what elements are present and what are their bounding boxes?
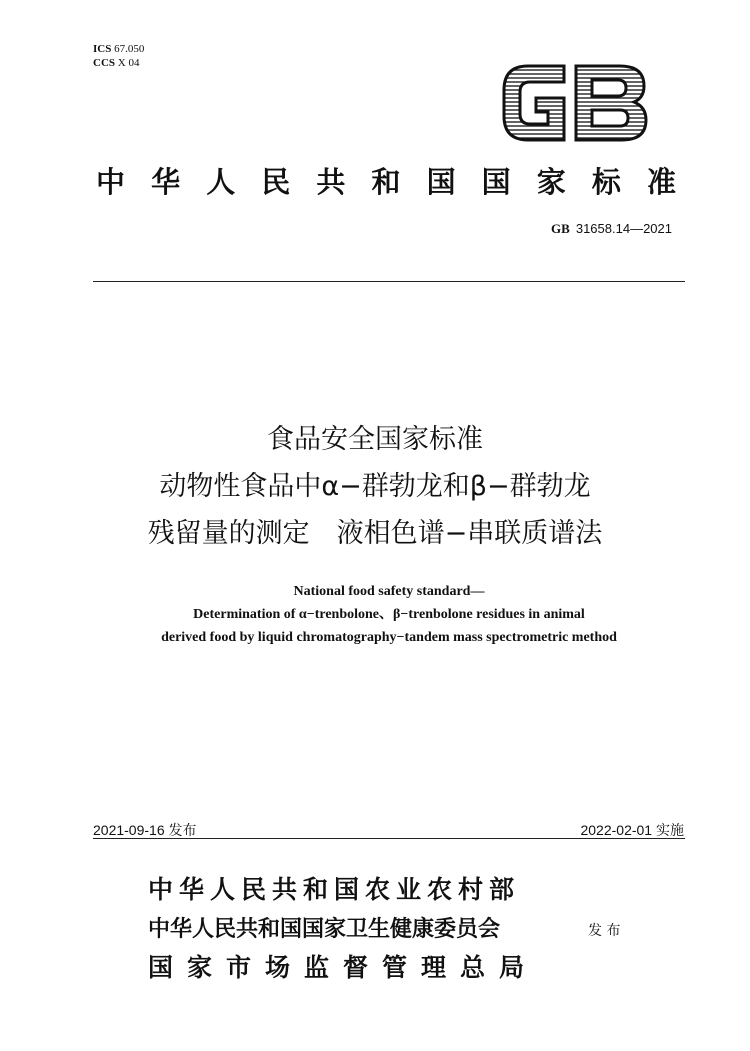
gb-logo-icon [498, 60, 650, 146]
title-en-line-1: National food safety standard— [293, 584, 485, 599]
issuer-market-regulation: 国家市场监督管理总局 [148, 953, 539, 982]
issue-suffix: 发 布 [588, 923, 621, 939]
title-cn-line-1: 食品安全国家标准 [267, 424, 483, 455]
title-cn-line-3: 残留量的测定 液相色谱−串联质谱法 [147, 518, 603, 549]
title-cn-line-2: 动物性食品中α−群勃龙和β−群勃龙 [159, 471, 591, 502]
issuer-ministry-agriculture: 中华人民共和国农业农村部 [148, 875, 521, 904]
divider-top [93, 281, 685, 282]
issue-date: 2021-09-16 发布 [93, 822, 197, 838]
implementation-date: 2022-02-01 实施 [580, 822, 684, 838]
standard-number: GB 31658.14—2021 [551, 221, 672, 236]
issuer-health-commission: 中华人民共和国国家卫生健康委员会 [148, 916, 501, 942]
ccs-code: CCS X 04 [93, 57, 140, 69]
title-en-line-2: Determination of α−trenbolone、β−trenbolone residues in animal [193, 607, 585, 622]
classification-codes [93, 42, 144, 70]
title-en-line-3: derived food by liquid chromatography−tandem mass spectrometric method [161, 630, 617, 645]
divider-bottom [93, 838, 685, 839]
standard-category-title: 中 华 人 民 共 和 国 国 家 标 准 [96, 165, 676, 199]
ics-code: ICS 67.050 [93, 43, 145, 55]
